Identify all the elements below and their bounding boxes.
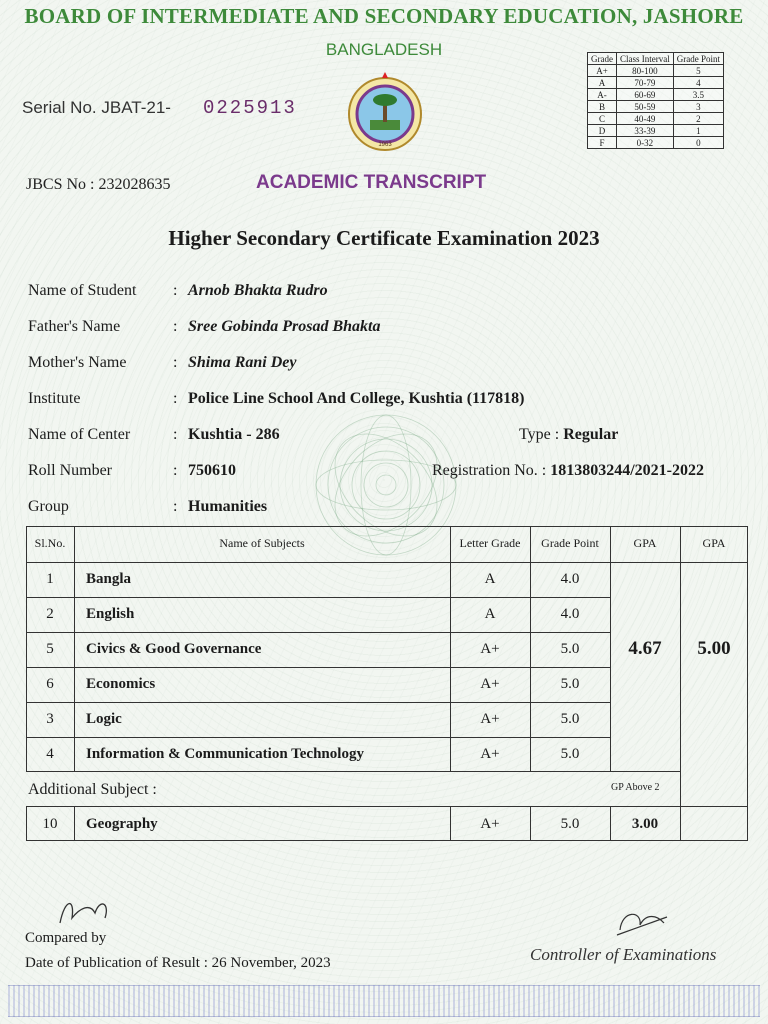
row-letter: A+ (480, 746, 500, 762)
row-point: 5.0 (560, 711, 580, 727)
registration-number: 1813803244/2021-2022 (550, 462, 704, 479)
field-colon: : (173, 318, 178, 335)
row-sl: 3 (46, 711, 54, 727)
grade-scale-row: D 33-39 1 (588, 125, 724, 137)
row-subject: Civics & Good Governance (86, 641, 262, 657)
grade-scale-row: C 40-49 2 (588, 113, 724, 125)
row-subject: English (86, 606, 135, 622)
row-subject: Economics (86, 676, 156, 692)
row-point: 4.0 (560, 571, 580, 587)
header-gpa: GPA (633, 536, 657, 550)
field-colon: : (173, 354, 178, 371)
exam-type: Regular (563, 426, 619, 443)
row-subject: Bangla (86, 571, 132, 587)
row-point: 4.0 (560, 606, 580, 622)
field-label: Father's Name (28, 318, 121, 335)
student-name: Arnob Bhakta Rudro (188, 282, 328, 299)
header-gpa-total: GPA (702, 536, 726, 550)
row-sl: 2 (46, 606, 54, 622)
row-letter: A+ (480, 641, 500, 657)
additional-gp-above: 3.00 (631, 816, 659, 832)
comparer-signature (50, 888, 120, 933)
serial-number: 0225913 (203, 97, 297, 119)
jbcs-number: JBCS No : 232028635 (26, 176, 171, 193)
compared-by: Compared by (25, 930, 107, 946)
board-title: BOARD OF INTERMEDIATE AND SECONDARY EDUCATION, JASHORE (24, 4, 744, 28)
grade-scale-header-cell: Grade Point (673, 53, 723, 65)
controller-signature (612, 905, 672, 940)
field-colon: : (173, 282, 178, 299)
gpa-without-additional: 4.67 (628, 638, 662, 659)
row-sl: 1 (46, 571, 54, 587)
registration-field (432, 462, 704, 480)
row-letter: A+ (480, 711, 500, 727)
header-sl: Sl.No. (34, 536, 66, 550)
field-label: Group (28, 498, 69, 515)
controller-of-examinations: Controller of Examinations (530, 945, 717, 964)
field-label: Name of Center (28, 426, 131, 443)
grade-scale-row: A+ 80-100 5 (588, 65, 724, 77)
field-colon: : (173, 426, 178, 443)
exam-title: Higher Secondary Certificate Examination 2023 (168, 226, 600, 250)
grade-scale-header-cell: Class Interval (617, 53, 674, 65)
additional-subject: Geography (86, 816, 158, 832)
document-title: ACADEMIC TRANSCRIPT (256, 172, 487, 193)
type-field (519, 426, 618, 444)
row-point: 5.0 (560, 641, 580, 657)
row-sl: 5 (46, 641, 54, 657)
field-label: Registration No. : (432, 462, 547, 479)
row-subject: Logic (86, 711, 122, 727)
row-point: 5.0 (560, 746, 580, 762)
header-letter-grade: Letter Grade (459, 536, 521, 550)
grade-scale-row: B 50-59 3 (588, 101, 724, 113)
institute-name: Police Line School And College, Kushtia (117818) (188, 390, 525, 407)
header-subject: Name of Subjects (219, 536, 305, 550)
field-label: Mother's Name (28, 354, 127, 371)
row-sl: 6 (46, 676, 54, 692)
roll-number: 750610 (188, 462, 236, 479)
grade-scale-row: A 70-79 4 (588, 77, 724, 89)
grade-scale-header (588, 53, 724, 65)
center-name: Kushtia - 286 (188, 426, 280, 443)
serial-label: Serial No. JBAT-21- (22, 98, 171, 117)
header-grade-point: Grade Point (541, 536, 599, 550)
field-colon: : (173, 390, 178, 407)
additional-letter: A+ (480, 816, 500, 832)
gp-above-label: GP Above 2 (611, 782, 660, 793)
grade-scale-table (587, 52, 724, 149)
grade-scale-header-cell: Grade (588, 53, 617, 65)
publication-date: Date of Publication of Result : 26 November, 2023 (25, 955, 331, 971)
field-label: Roll Number (28, 462, 112, 479)
board-seal-logo (340, 68, 430, 158)
additional-subject-label: Additional Subject : (28, 781, 157, 798)
row-letter: A+ (480, 676, 500, 692)
grade-scale-row: A- 60-69 3.5 (588, 89, 724, 101)
security-strip (8, 985, 760, 1017)
country-name: BANGLADESH (325, 40, 443, 59)
group-name: Humanities (188, 498, 268, 515)
seal-year: 1963 (378, 142, 392, 148)
row-subject: Information & Communication Technology (86, 746, 364, 762)
row-letter: A (484, 606, 496, 622)
father-name: Sree Gobinda Prosad Bhakta (188, 318, 381, 335)
row-point: 5.0 (560, 676, 580, 692)
field-colon: : (173, 462, 178, 479)
field-label: Institute (28, 390, 81, 407)
gpa-total: 5.00 (697, 638, 731, 659)
row-sl: 4 (46, 746, 54, 762)
mother-name: Shima Rani Dey (188, 354, 297, 371)
additional-point: 5.0 (560, 816, 580, 832)
field-label: Name of Student (28, 282, 137, 299)
row-letter: A (484, 571, 496, 587)
grade-scale-row: F 0-32 0 (588, 137, 724, 149)
field-label: Type : (519, 426, 560, 443)
additional-sl: 10 (42, 816, 58, 832)
field-colon: : (173, 498, 178, 515)
